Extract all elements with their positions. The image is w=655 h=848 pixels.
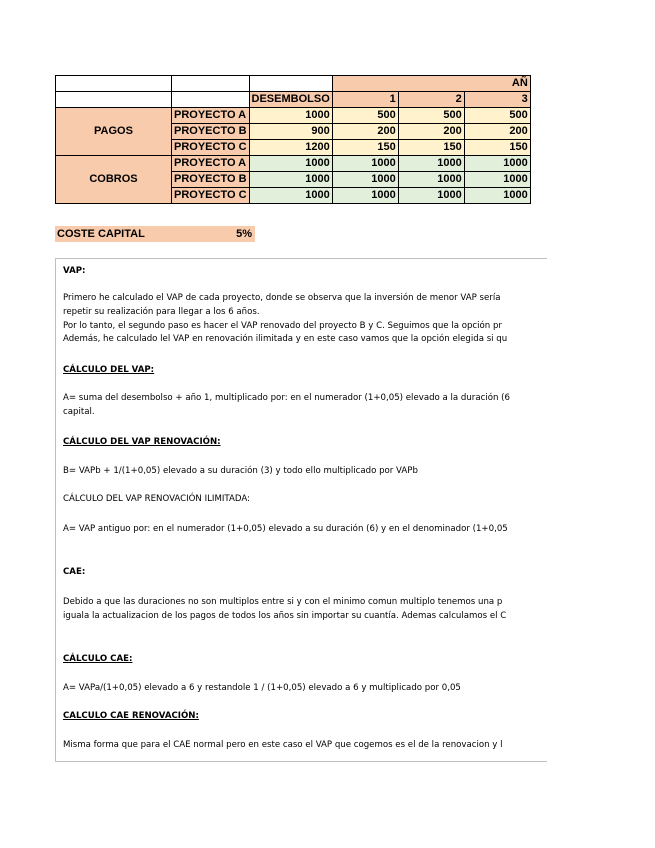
table-row — [56, 108, 531, 124]
cashflow-table — [55, 75, 531, 204]
table-cell[interactable]: 900 — [249, 124, 332, 140]
calc-vap-title: CÁLCULO DEL VAP: — [63, 365, 155, 375]
year-1-header[interactable]: 1 — [332, 92, 398, 108]
table-cell[interactable]: 1000 — [249, 188, 332, 204]
table-cell[interactable]: 1000 — [332, 172, 398, 188]
cae-line: iguala la actualizacion de los pagos de todos los años sin importar su cuantía. Ademas calculamos el C — [63, 611, 507, 621]
calc-vap-line: capital. — [63, 407, 95, 417]
table-cell[interactable]: 1000 — [249, 108, 332, 124]
project-name[interactable]: PROYECTO B — [172, 124, 250, 140]
table-cell[interactable] — [172, 76, 250, 92]
table-cell[interactable]: 150 — [332, 140, 398, 156]
calc-ilimitada-line: A= VAP antiguo por: en el numerador (1+0,05) elevado a su duración (6) y en el denominador (1+0,05 — [63, 524, 508, 534]
calc-ilimitada-title: CÁLCULO DEL VAP RENOVACIÓN ILIMITADA: — [63, 494, 250, 504]
vap-paragraph-line: Además, he calculado lel VAP en renovación ilimitada y en este caso vamos que la opción elegida si qu — [63, 334, 508, 344]
year-2-header[interactable]: 2 — [398, 92, 464, 108]
table-cell[interactable]: 1000 — [464, 172, 530, 188]
vap-title: VAP: — [63, 266, 86, 276]
project-name[interactable]: PROYECTO C — [172, 140, 250, 156]
table-cell[interactable]: 1000 — [398, 188, 464, 204]
calc-cae-title: CÁLCULO CAE: — [63, 654, 133, 664]
calc-vap-line: A= suma del desembolso + año 1, multiplicado por: en el numerador (1+0,05) elevado a la duración (6 — [63, 393, 510, 403]
table-cell[interactable]: 1000 — [332, 188, 398, 204]
vap-paragraph-line: repetir su realización para llegar a los 6 años. — [63, 307, 260, 317]
table-cell[interactable]: 500 — [464, 108, 530, 124]
calc-cae-renovacion-line: Misma forma que para el CAE normal pero en este caso el VAP que cogemos es el de la renovacion y l — [63, 740, 503, 750]
cobros-label[interactable]: COBROS — [56, 156, 172, 204]
vap-paragraph-line: Por lo tanto, el segundo paso es hacer el VAP renovado del proyecto B y C. Seguimos que la opción pr — [63, 321, 502, 331]
table-cell[interactable]: 150 — [464, 140, 530, 156]
coste-capital-row[interactable] — [55, 226, 255, 242]
table-row — [56, 156, 531, 172]
table-cell[interactable]: 1000 — [249, 172, 332, 188]
table-cell[interactable]: 200 — [464, 124, 530, 140]
calc-renovacion-line: B= VAPb + 1/(1+0,05) elevado a su duración (3) y todo ello multiplicado por VAPb — [63, 466, 418, 476]
coste-capital-value: 5% — [236, 228, 252, 240]
table-cell[interactable]: 1200 — [249, 140, 332, 156]
table-cell[interactable]: 1000 — [249, 156, 332, 172]
table-header-row — [56, 76, 531, 92]
calc-renovacion-title: CÁLCULO DEL VAP RENOVACIÓN: — [63, 437, 221, 447]
project-name[interactable]: PROYECTO A — [172, 156, 250, 172]
notes-textbox[interactable] — [55, 258, 547, 762]
calc-cae-renovacion-title: CALCULO CAE RENOVACIÓN: — [63, 711, 199, 721]
table-subheader-row — [56, 92, 531, 108]
table-cell[interactable]: 1000 — [464, 188, 530, 204]
desembolso-header[interactable]: DESEMBOLSO — [249, 92, 332, 108]
table-cell[interactable]: 500 — [398, 108, 464, 124]
cae-title: CAE: — [63, 567, 86, 577]
table-cell[interactable] — [249, 76, 332, 92]
table-cell[interactable] — [172, 92, 250, 108]
cae-line: Debido a que las duraciones no son multiplos entre si y con el minimo comun multiplo tenemos una p — [63, 597, 503, 607]
years-header[interactable]: AÑ — [332, 76, 530, 92]
table-cell[interactable] — [56, 76, 172, 92]
coste-capital-label: COSTE CAPITAL — [57, 228, 145, 240]
table-cell[interactable]: 200 — [332, 124, 398, 140]
table-cell[interactable]: 200 — [398, 124, 464, 140]
table-cell[interactable]: 1000 — [398, 156, 464, 172]
project-name[interactable]: PROYECTO C — [172, 188, 250, 204]
project-name[interactable]: PROYECTO A — [172, 108, 250, 124]
year-3-header[interactable]: 3 — [464, 92, 530, 108]
table-cell[interactable]: 150 — [398, 140, 464, 156]
table-cell[interactable] — [56, 92, 172, 108]
table-cell[interactable]: 1000 — [332, 156, 398, 172]
vap-paragraph-line: Primero he calculado el VAP de cada proyecto, donde se observa que la inversión de menor VAP sería — [63, 293, 501, 303]
table-cell[interactable]: 1000 — [464, 156, 530, 172]
table-cell[interactable]: 500 — [332, 108, 398, 124]
calc-cae-line: A= VAPa/(1+0,05) elevado a 6 y restandole 1 / (1+0,05) elevado a 6 y multiplicado por 0,05 — [63, 683, 461, 693]
pagos-label[interactable]: PAGOS — [56, 108, 172, 156]
table-cell[interactable]: 1000 — [398, 172, 464, 188]
project-name[interactable]: PROYECTO B — [172, 172, 250, 188]
